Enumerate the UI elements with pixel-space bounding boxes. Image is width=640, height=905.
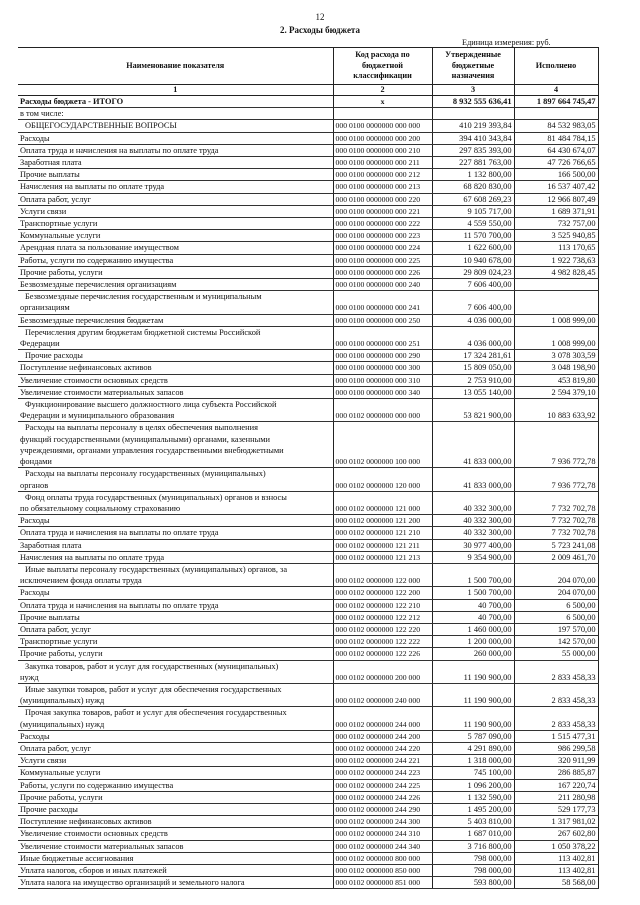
row-name: Расходы <box>18 132 333 144</box>
row-executed: 16 537 407,42 <box>514 181 598 193</box>
row-name: Прочая закупка товаров, работ и услуг для обеспечения государственных (муниципальных) нужд <box>18 707 333 730</box>
row-approved: 5 787 090,00 <box>432 730 514 742</box>
table-row <box>18 242 598 254</box>
page-number: 12 <box>315 12 325 22</box>
row-code: х <box>333 96 432 108</box>
table-body <box>18 96 598 889</box>
row-executed: 2 009 461,70 <box>514 551 598 563</box>
row-code: 000 0100 0000000 000 200 <box>333 132 432 144</box>
table-row <box>18 865 598 877</box>
row-approved: 40 332 300,00 <box>432 515 514 527</box>
row-approved: 1 495 200,00 <box>432 803 514 815</box>
row-name: Расходы на выплаты персоналу в целях обеспечения выполнения функций государственными (муниципальными) органами, казенными учреждениями, органами управления государственными внебюджетными фондами <box>18 422 333 468</box>
row-approved: 15 809 050,00 <box>432 362 514 374</box>
table-row <box>18 623 598 635</box>
row-approved: 9 105 717,00 <box>432 205 514 217</box>
row-name: Увеличение стоимости материальных запасов <box>18 386 333 398</box>
row-code: 000 0100 0000000 000 210 <box>333 144 432 156</box>
table-row <box>18 707 598 730</box>
column-number: 2 <box>333 85 432 96</box>
row-code: 000 0102 0000000 244 340 <box>333 840 432 852</box>
row-executed: 3 525 940,85 <box>514 230 598 242</box>
row-code: 000 0102 0000000 244 225 <box>333 779 432 791</box>
column-header-approved: Утвержденные бюджетные назначения <box>432 48 514 85</box>
expenses-table <box>18 47 599 889</box>
row-code: 000 0100 0000000 000 000 <box>333 120 432 132</box>
row-code: 000 0100 0000000 000 211 <box>333 157 432 169</box>
table-row <box>18 491 598 514</box>
row-code: 000 0102 0000000 240 000 <box>333 683 432 706</box>
table-row <box>18 660 598 683</box>
row-code: 000 0102 0000000 122 200 <box>333 587 432 599</box>
row-executed: 320 911,99 <box>514 755 598 767</box>
row-approved: 4 291 890,00 <box>432 742 514 754</box>
row-approved: 17 324 281,61 <box>432 350 514 362</box>
row-name: Коммунальные услуги <box>18 767 333 779</box>
table-row <box>18 422 598 468</box>
table-row <box>18 840 598 852</box>
row-name: Оплата труда и начисления на выплаты по оплате труда <box>18 144 333 156</box>
row-executed: 64 430 674,07 <box>514 144 598 156</box>
row-executed: 2 833 458,33 <box>514 707 598 730</box>
row-code: 000 0102 0000000 122 226 <box>333 648 432 660</box>
row-code: 000 0100 0000000 000 250 <box>333 314 432 326</box>
row-name: Уплата налога на имущество организаций и земельного налога <box>18 877 333 889</box>
row-approved: 394 410 343,84 <box>432 132 514 144</box>
row-name: Оплата работ, услуг <box>18 742 333 754</box>
table-row <box>18 648 598 660</box>
row-name: Иные закупки товаров, работ и услуг для обеспечения государственных (муниципальных) нужд <box>18 683 333 706</box>
table-row <box>18 468 598 491</box>
row-name: Перечисления другим бюджетам бюджетной системы Российской Федерации <box>18 326 333 349</box>
row-code: 000 0100 0000000 000 310 <box>333 374 432 386</box>
row-executed: 167 220,74 <box>514 779 598 791</box>
row-executed: 113 170,65 <box>514 242 598 254</box>
row-approved: 593 800,00 <box>432 877 514 889</box>
row-name: Увеличение стоимости материальных запасов <box>18 840 333 852</box>
row-code: 000 0102 0000000 122 210 <box>333 599 432 611</box>
row-executed: 1 050 378,22 <box>514 840 598 852</box>
row-executed: 453 819,80 <box>514 374 598 386</box>
row-executed: 1 689 371,91 <box>514 205 598 217</box>
table-row <box>18 120 598 132</box>
row-approved <box>432 108 514 120</box>
row-code <box>333 108 432 120</box>
table-row <box>18 877 598 889</box>
column-header-name: Наименование показателя <box>18 48 333 85</box>
column-header-code: Код расхода по бюджетной классификации <box>333 48 432 85</box>
row-approved: 68 820 830,00 <box>432 181 514 193</box>
table-row <box>18 230 598 242</box>
row-code: 000 0100 0000000 000 226 <box>333 266 432 278</box>
row-name: Фонд оплаты труда государственных (муниципальных) органов и взносы по обязательному социальному страхованию <box>18 491 333 514</box>
table-row <box>18 326 598 349</box>
row-approved: 40 700,00 <box>432 611 514 623</box>
table-row <box>18 132 598 144</box>
row-approved: 1 096 200,00 <box>432 779 514 791</box>
row-executed: 47 726 766,65 <box>514 157 598 169</box>
row-name: Безвозмездные перечисления государственным и муниципальным организациям <box>18 291 333 314</box>
table-row <box>18 828 598 840</box>
row-executed: 81 484 784,15 <box>514 132 598 144</box>
row-name: ОБЩЕГОСУДАРСТВЕННЫЕ ВОПРОСЫ <box>18 120 333 132</box>
row-approved: 297 835 393,00 <box>432 144 514 156</box>
table-row <box>18 767 598 779</box>
row-executed: 286 885,87 <box>514 767 598 779</box>
row-executed: 1 008 999,00 <box>514 314 598 326</box>
row-approved: 227 881 763,00 <box>432 157 514 169</box>
row-name: Иные бюджетные ассигнования <box>18 852 333 864</box>
row-code: 000 0102 0000000 200 000 <box>333 660 432 683</box>
row-name: Поступление нефинансовых активов <box>18 816 333 828</box>
unit-label: Единица измерения: руб. <box>462 38 551 47</box>
row-code: 000 0102 0000000 244 226 <box>333 791 432 803</box>
row-name: Расходы <box>18 515 333 527</box>
row-name: Арендная плата за пользование имуществом <box>18 242 333 254</box>
row-approved: 1 687 010,00 <box>432 828 514 840</box>
row-executed: 84 532 983,05 <box>514 120 598 132</box>
table-row <box>18 730 598 742</box>
row-name: Начисления на выплаты по оплате труда <box>18 551 333 563</box>
row-code: 000 0100 0000000 000 220 <box>333 193 432 205</box>
row-approved: 1 500 700,00 <box>432 563 514 586</box>
row-name: Заработная плата <box>18 539 333 551</box>
row-executed: 4 982 828,45 <box>514 266 598 278</box>
table-row <box>18 611 598 623</box>
row-code: 000 0102 0000000 800 000 <box>333 852 432 864</box>
row-executed: 1 897 664 745,47 <box>514 96 598 108</box>
row-approved: 53 821 900,00 <box>432 399 514 422</box>
row-name: в том числе: <box>18 108 333 120</box>
row-executed: 2 594 379,10 <box>514 386 598 398</box>
table-row <box>18 852 598 864</box>
row-executed: 211 280,98 <box>514 791 598 803</box>
row-approved: 4 036 000,00 <box>432 314 514 326</box>
row-name: Прочие выплаты <box>18 611 333 623</box>
row-approved: 40 700,00 <box>432 599 514 611</box>
row-executed: 267 602,80 <box>514 828 598 840</box>
row-executed: 6 500,00 <box>514 599 598 611</box>
row-executed: 986 299,58 <box>514 742 598 754</box>
row-name: Транспортные услуги <box>18 636 333 648</box>
row-executed: 3 078 303,59 <box>514 350 598 362</box>
row-approved: 1 500 700,00 <box>432 587 514 599</box>
table-row <box>18 181 598 193</box>
row-code: 000 0100 0000000 000 251 <box>333 326 432 349</box>
row-name: Поступление нефинансовых активов <box>18 362 333 374</box>
row-executed: 204 070,00 <box>514 587 598 599</box>
row-code: 000 0100 0000000 000 340 <box>333 386 432 398</box>
row-executed: 7 732 702,78 <box>514 491 598 514</box>
row-code: 000 0100 0000000 000 290 <box>333 350 432 362</box>
row-approved: 29 809 024,23 <box>432 266 514 278</box>
row-code: 000 0100 0000000 000 213 <box>333 181 432 193</box>
table-row <box>18 291 598 314</box>
row-approved: 13 055 140,00 <box>432 386 514 398</box>
row-executed: 1 515 477,31 <box>514 730 598 742</box>
row-code: 000 0102 0000000 122 212 <box>333 611 432 623</box>
row-executed: 12 966 807,49 <box>514 193 598 205</box>
row-executed: 55 000,00 <box>514 648 598 660</box>
row-name: Увеличение стоимости основных средств <box>18 374 333 386</box>
table-row <box>18 350 598 362</box>
row-name: Прочие выплаты <box>18 169 333 181</box>
column-number: 4 <box>514 85 598 96</box>
row-code: 000 0102 0000000 000 000 <box>333 399 432 422</box>
row-approved: 4 559 550,00 <box>432 218 514 230</box>
row-executed: 3 048 198,90 <box>514 362 598 374</box>
row-code: 000 0102 0000000 121 213 <box>333 551 432 563</box>
table-row <box>18 279 598 291</box>
row-code: 000 0100 0000000 000 212 <box>333 169 432 181</box>
row-code: 000 0102 0000000 244 300 <box>333 816 432 828</box>
row-name: Безвозмездные перечисления бюджетам <box>18 314 333 326</box>
row-name: Функционирование высшего должностного лица субъекта Российской Федерации и муниципального образования <box>18 399 333 422</box>
row-executed: 732 757,00 <box>514 218 598 230</box>
row-executed <box>514 108 598 120</box>
row-code: 000 0102 0000000 122 000 <box>333 563 432 586</box>
table-row <box>18 527 598 539</box>
row-code: 000 0100 0000000 000 221 <box>333 205 432 217</box>
row-approved: 1 460 000,00 <box>432 623 514 635</box>
row-code: 000 0102 0000000 244 221 <box>333 755 432 767</box>
row-executed: 7 732 702,78 <box>514 515 598 527</box>
table-row <box>18 636 598 648</box>
row-approved: 410 219 393,84 <box>432 120 514 132</box>
table-row <box>18 386 598 398</box>
row-code: 000 0100 0000000 000 223 <box>333 230 432 242</box>
row-code: 000 0102 0000000 851 000 <box>333 877 432 889</box>
row-executed: 142 570,00 <box>514 636 598 648</box>
row-code: 000 0102 0000000 244 223 <box>333 767 432 779</box>
row-approved: 1 200 000,00 <box>432 636 514 648</box>
table-row <box>18 587 598 599</box>
table-row <box>18 742 598 754</box>
table-row <box>18 539 598 551</box>
row-name: Расходы бюджета - ИТОГО <box>18 96 333 108</box>
row-name: Оплата работ, услуг <box>18 623 333 635</box>
table-row <box>18 218 598 230</box>
row-approved: 1 318 000,00 <box>432 755 514 767</box>
table-row <box>18 193 598 205</box>
row-name: Уплата налогов, сборов и иных платежей <box>18 865 333 877</box>
row-name: Оплата труда и начисления на выплаты по оплате труда <box>18 599 333 611</box>
row-approved: 2 753 910,00 <box>432 374 514 386</box>
row-code: 000 0102 0000000 122 222 <box>333 636 432 648</box>
table-row <box>18 816 598 828</box>
row-code: 000 0102 0000000 121 200 <box>333 515 432 527</box>
row-executed: 58 568,00 <box>514 877 598 889</box>
row-name: Расходы <box>18 587 333 599</box>
table-row <box>18 144 598 156</box>
row-name: Безвозмездные перечисления организациям <box>18 279 333 291</box>
table-row <box>18 169 598 181</box>
row-name: Прочие расходы <box>18 350 333 362</box>
row-executed: 7 732 702,78 <box>514 527 598 539</box>
row-approved: 798 000,00 <box>432 865 514 877</box>
row-approved: 41 833 000,00 <box>432 422 514 468</box>
row-executed: 7 936 772,78 <box>514 468 598 491</box>
row-name: Заработная плата <box>18 157 333 169</box>
row-code: 000 0100 0000000 000 224 <box>333 242 432 254</box>
table-row <box>18 314 598 326</box>
row-code: 000 0102 0000000 244 200 <box>333 730 432 742</box>
row-code: 000 0100 0000000 000 241 <box>333 291 432 314</box>
row-code: 000 0102 0000000 121 211 <box>333 539 432 551</box>
row-name: Начисления на выплаты по оплате труда <box>18 181 333 193</box>
row-name: Работы, услуги по содержанию имущества <box>18 779 333 791</box>
table-row <box>18 266 598 278</box>
row-approved: 11 570 700,00 <box>432 230 514 242</box>
row-approved: 9 354 900,00 <box>432 551 514 563</box>
row-approved: 30 977 400,00 <box>432 539 514 551</box>
row-name: Увеличение стоимости основных средств <box>18 828 333 840</box>
row-code: 000 0102 0000000 100 000 <box>333 422 432 468</box>
row-executed: 529 177,73 <box>514 803 598 815</box>
column-header-executed: Исполнено <box>514 48 598 85</box>
row-approved: 745 100,00 <box>432 767 514 779</box>
row-code: 000 0100 0000000 000 300 <box>333 362 432 374</box>
row-executed: 7 936 772,78 <box>514 422 598 468</box>
row-approved: 4 036 000,00 <box>432 326 514 349</box>
row-approved: 40 332 300,00 <box>432 491 514 514</box>
table-row <box>18 551 598 563</box>
row-name: Оплата труда и начисления на выплаты по оплате труда <box>18 527 333 539</box>
row-executed: 1 008 999,00 <box>514 326 598 349</box>
row-approved: 1 132 590,00 <box>432 791 514 803</box>
table-row <box>18 803 598 815</box>
row-name: Прочие работы, услуги <box>18 791 333 803</box>
table-row <box>18 108 598 120</box>
row-code: 000 0102 0000000 244 000 <box>333 707 432 730</box>
row-code: 000 0102 0000000 122 220 <box>333 623 432 635</box>
table-row <box>18 399 598 422</box>
table-row <box>18 362 598 374</box>
header-row <box>18 48 598 85</box>
row-approved: 11 190 900,00 <box>432 683 514 706</box>
table-row <box>18 755 598 767</box>
table-row <box>18 563 598 586</box>
row-code: 000 0102 0000000 244 310 <box>333 828 432 840</box>
table-row <box>18 779 598 791</box>
row-name: Расходы на выплаты персоналу государственных (муниципальных) органов <box>18 468 333 491</box>
row-name: Расходы <box>18 730 333 742</box>
row-name: Коммунальные услуги <box>18 230 333 242</box>
table-row <box>18 254 598 266</box>
row-code: 000 0102 0000000 121 210 <box>333 527 432 539</box>
row-code: 000 0102 0000000 121 000 <box>333 491 432 514</box>
row-name: Прочие работы, услуги <box>18 648 333 660</box>
row-approved: 8 932 555 636,41 <box>432 96 514 108</box>
row-name: Прочие расходы <box>18 803 333 815</box>
table-row <box>18 157 598 169</box>
row-executed: 1 922 738,63 <box>514 254 598 266</box>
row-name: Транспортные услуги <box>18 218 333 230</box>
row-code: 000 0102 0000000 850 000 <box>333 865 432 877</box>
row-approved: 3 716 800,00 <box>432 840 514 852</box>
row-executed: 1 317 981,02 <box>514 816 598 828</box>
table-row <box>18 515 598 527</box>
row-name: Оплата работ, услуг <box>18 193 333 205</box>
row-executed: 2 833 458,33 <box>514 683 598 706</box>
row-name: Работы, услуги по содержанию имущества <box>18 254 333 266</box>
row-code: 000 0102 0000000 120 000 <box>333 468 432 491</box>
row-approved: 7 606 400,00 <box>432 291 514 314</box>
table-row <box>18 96 598 108</box>
row-executed: 197 570,00 <box>514 623 598 635</box>
row-executed <box>514 291 598 314</box>
row-code: 000 0102 0000000 244 220 <box>333 742 432 754</box>
row-code: 000 0100 0000000 000 240 <box>333 279 432 291</box>
row-name: Прочие работы, услуги <box>18 266 333 278</box>
row-name: Закупка товаров, работ и услуг для государственных (муниципальных) нужд <box>18 660 333 683</box>
table-row <box>18 683 598 706</box>
section-title: 2. Расходы бюджета <box>280 25 360 35</box>
column-number: 3 <box>432 85 514 96</box>
row-code: 000 0100 0000000 000 225 <box>333 254 432 266</box>
row-name: Услуги связи <box>18 205 333 217</box>
table-row <box>18 205 598 217</box>
row-code: 000 0102 0000000 244 290 <box>333 803 432 815</box>
row-code: 000 0100 0000000 000 222 <box>333 218 432 230</box>
row-executed: 5 723 241,08 <box>514 539 598 551</box>
row-executed: 6 500,00 <box>514 611 598 623</box>
row-approved: 11 190 900,00 <box>432 707 514 730</box>
row-approved: 67 608 269,23 <box>432 193 514 205</box>
row-approved: 40 332 300,00 <box>432 527 514 539</box>
column-number-row <box>18 85 598 96</box>
row-approved: 260 000,00 <box>432 648 514 660</box>
row-executed: 2 833 458,33 <box>514 660 598 683</box>
row-executed <box>514 279 598 291</box>
row-approved: 1 622 600,00 <box>432 242 514 254</box>
row-executed: 204 070,00 <box>514 563 598 586</box>
row-executed: 113 402,81 <box>514 852 598 864</box>
row-name: Услуги связи <box>18 755 333 767</box>
row-approved: 7 606 400,00 <box>432 279 514 291</box>
row-executed: 10 883 633,92 <box>514 399 598 422</box>
column-number: 1 <box>18 85 333 96</box>
row-approved: 5 403 810,00 <box>432 816 514 828</box>
row-approved: 1 132 800,00 <box>432 169 514 181</box>
table-row <box>18 599 598 611</box>
row-approved: 10 940 678,00 <box>432 254 514 266</box>
row-executed: 113 402,81 <box>514 865 598 877</box>
row-approved: 798 000,00 <box>432 852 514 864</box>
table-row <box>18 374 598 386</box>
row-name: Иные выплаты персоналу государственных (муниципальных) органов, за исключением фонда оплаты труда <box>18 563 333 586</box>
row-approved: 41 833 000,00 <box>432 468 514 491</box>
table-row <box>18 791 598 803</box>
row-approved: 11 190 900,00 <box>432 660 514 683</box>
row-executed: 166 500,00 <box>514 169 598 181</box>
